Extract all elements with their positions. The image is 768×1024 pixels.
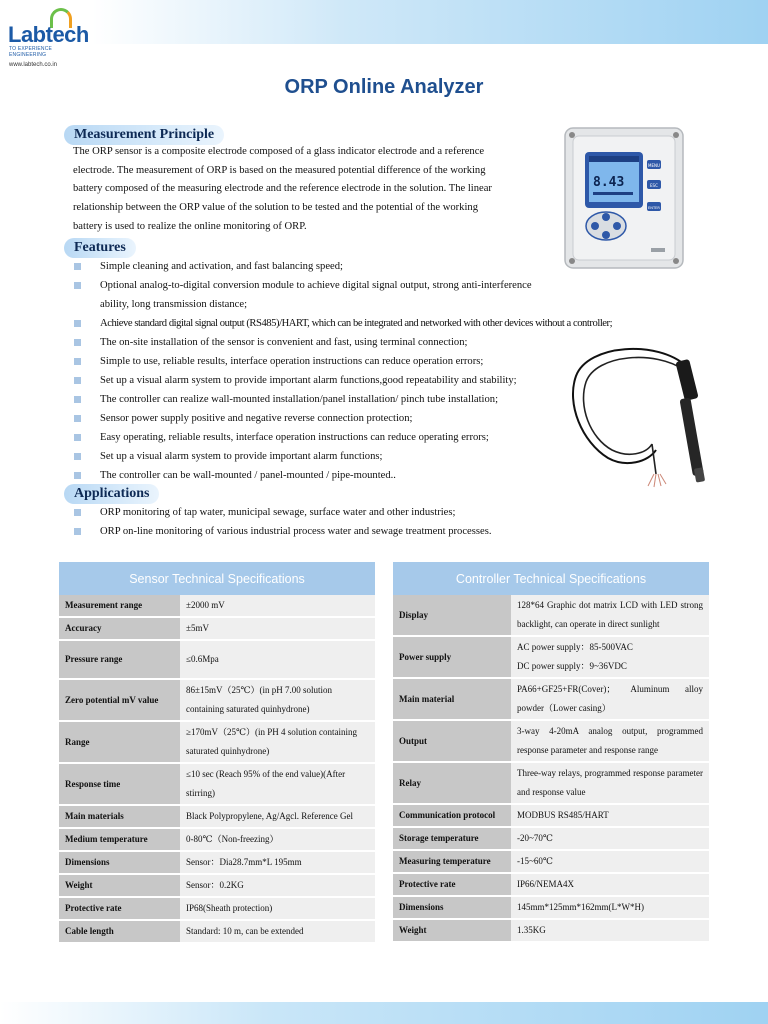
bullet-square-icon bbox=[74, 415, 81, 422]
device-menu-button-label: MENU bbox=[648, 163, 660, 168]
table-row: Range ≥170mV（25℃）(in PH 4 solution containing saturated quinhydrone) bbox=[59, 721, 375, 763]
table-row: Response time ≤10 sec (Reach 95% of the end value)(After stirring) bbox=[59, 763, 375, 805]
table-row: Protective rate IP66/NEMA4X bbox=[393, 873, 709, 896]
table-row: Measurement range ±2000 mV bbox=[59, 595, 375, 617]
bullet-square-icon bbox=[74, 509, 81, 516]
sensor-specs-title: Sensor Technical Specifications bbox=[59, 562, 375, 595]
logo-wordmark bbox=[8, 22, 89, 48]
list-item: ORP on-line monitoring of various industrial process water and sewage treatment processes. bbox=[72, 522, 762, 541]
applications-list bbox=[72, 503, 762, 541]
list-item: Achieve standard digital signal output (RS485)/HART, which can be integrated and networked with other devices without a controller; bbox=[72, 314, 762, 333]
measurement-heading: Measurement Principle bbox=[64, 125, 224, 145]
bullet-square-icon bbox=[74, 320, 81, 327]
logo-text-lab: Lab bbox=[8, 22, 46, 47]
list-item: The controller can realize wall-mounted installation/panel installation/ pinch tube installation; bbox=[72, 390, 762, 409]
table-row: Protective rate IP68(Sheath protection) bbox=[59, 897, 375, 920]
footer-band bbox=[0, 1002, 768, 1024]
sensor-specs-table bbox=[59, 562, 375, 944]
orp-sensor-probe-image bbox=[568, 346, 718, 488]
device-esc-button-label: ESC bbox=[650, 183, 658, 188]
controller-specs-title: Controller Technical Specifications bbox=[393, 562, 709, 595]
bullet-square-icon bbox=[74, 472, 81, 479]
list-item: Simple cleaning and activation, and fast balancing speed; bbox=[72, 257, 762, 276]
controller-device-image bbox=[563, 126, 685, 270]
bullet-square-icon bbox=[74, 339, 81, 346]
table-row: Measuring temperature -15~60℃ bbox=[393, 850, 709, 873]
ac-power-value: AC power supply：85-500VAC bbox=[517, 642, 633, 652]
bullet-square-icon bbox=[74, 282, 81, 289]
table-row: Cable length Standard: 10 m, can be extended bbox=[59, 920, 375, 943]
table-row: Weight Sensor：0.2KG bbox=[59, 874, 375, 897]
table-row: Power supply AC power supply：85-500VAC DC power supply：9~36VDC bbox=[393, 636, 709, 678]
dc-power-value: DC power supply：9~36VDC bbox=[517, 661, 627, 671]
device-enter-button-label: ENTER bbox=[648, 206, 660, 210]
header-band bbox=[0, 0, 768, 44]
table-row: Weight 1.35KG bbox=[393, 919, 709, 942]
table-row: Communication protocol MODBUS RS485/HART bbox=[393, 804, 709, 827]
bullet-square-icon bbox=[74, 453, 81, 460]
table-row: Dimensions 145mm*125mm*162mm(L*W*H) bbox=[393, 896, 709, 919]
logo-tagline: TO EXPERIENCE ENGINEERING bbox=[9, 46, 53, 58]
device-screen-value: 8.43 bbox=[593, 175, 625, 190]
table-row: Zero potential mV value 86±15mV（25℃）(in pH 7.00 solution containing saturated quinhydrone) bbox=[59, 679, 375, 721]
measurement-text: The ORP sensor is a composite electrode composed of a glass indicator electrode and a reference electrode. The measurement of ORP is based on the measured potential difference of the working battery composed of the measuring electrode and the reference electrode in the solution. The linear relationship between the ORP value of the solution to be tested and the potential of the working battery is used to realize the online monitoring of ORP. bbox=[73, 146, 492, 232]
table-row: Relay Three-way relays, programmed response parameter and response value bbox=[393, 762, 709, 804]
table-row: Display 128*64 Graphic dot matrix LCD with LED strong backlight, can operate in direct sunlight bbox=[393, 595, 709, 636]
page-title: ORP Online Analyzer bbox=[284, 76, 484, 98]
list-item: Optional analog-to-digital conversion module to achieve digital signal output, strong anti-interference ability, long transmission distance; bbox=[72, 276, 532, 314]
table-row: Pressure range ≤0.6Mpa bbox=[59, 640, 375, 679]
list-item: Sensor power supply positive and negative reverse connection protection; bbox=[72, 409, 762, 428]
list-item: Set up a visual alarm system to provide important alarm functions; bbox=[72, 447, 762, 466]
list-item: ORP monitoring of tap water, municipal sewage, surface water and other industries; bbox=[72, 503, 762, 522]
table-row: Main material PA66+GF25+FR(Cover)； Aluminum alloy powder（Lower casing） bbox=[393, 678, 709, 720]
bullet-square-icon bbox=[74, 396, 81, 403]
list-item: Set up a visual alarm system to provide important alarm functions,good repeatability and stability; bbox=[72, 371, 762, 390]
table-row: Main materials Black Polypropylene, Ag/Agcl. Reference Gel bbox=[59, 805, 375, 828]
table-row: Output 3-way 4-20mA analog output, programmed response parameter and response range bbox=[393, 720, 709, 762]
bullet-square-icon bbox=[74, 434, 81, 441]
bullet-square-icon bbox=[74, 358, 81, 365]
table-row: Dimensions Sensor：Dia28.7mm*L 195mm bbox=[59, 851, 375, 874]
labtech-logo bbox=[6, 4, 106, 70]
logo-text-tech: tech bbox=[45, 22, 89, 47]
controller-specs-table bbox=[393, 562, 709, 943]
table-row: Accuracy ±5mV bbox=[59, 617, 375, 640]
list-item: Easy operating, reliable results, interface operation instructions can reduce operating errors; bbox=[72, 428, 762, 447]
bullet-square-icon bbox=[74, 263, 81, 270]
bullet-square-icon bbox=[74, 377, 81, 384]
bullet-square-icon bbox=[74, 528, 81, 535]
logo-url: www.labtech.co.in bbox=[9, 62, 58, 68]
table-row: Storage temperature -20~70℃ bbox=[393, 827, 709, 850]
list-item: The controller can be wall-mounted / panel-mounted / pipe-mounted.. bbox=[72, 466, 762, 485]
features-heading: Features bbox=[64, 238, 136, 258]
list-item: The on-site installation of the sensor is convenient and fast, using terminal connection; bbox=[72, 333, 762, 352]
table-row: Medium temperature 0-80℃（Non-freezing） bbox=[59, 828, 375, 851]
list-item: Simple to use, reliable results, interface operation instructions can reduce operation errors; bbox=[72, 352, 762, 371]
applications-heading: Applications bbox=[64, 484, 159, 504]
